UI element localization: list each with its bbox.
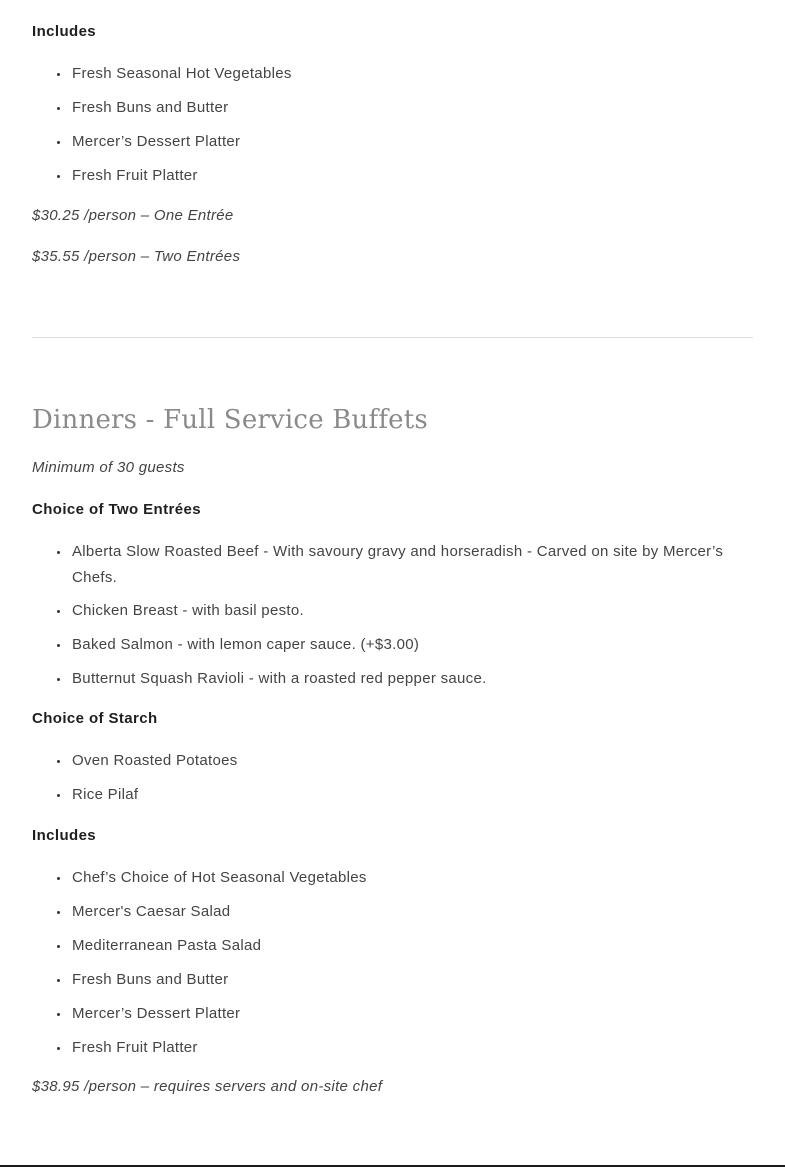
list-item: Rice Pilaf <box>32 782 753 808</box>
list-item: Fresh Fruit Platter <box>32 163 753 189</box>
price-one-entree: $30.25 /person – One Entrée <box>32 207 234 224</box>
starch-heading: Choice of Starch <box>32 710 158 727</box>
list-item: Oven Roasted Potatoes <box>32 748 753 774</box>
includes-heading: Includes <box>32 827 97 844</box>
list-item: Fresh Buns and Butter <box>32 95 753 121</box>
starch-list <box>32 748 753 808</box>
list-item: Fresh Seasonal Hot Vegetables <box>32 61 753 87</box>
includes-heading: Includes <box>32 23 97 40</box>
list-item: Mercer’s Dessert Platter <box>32 1001 753 1027</box>
minimum-guests-note: Minimum of 30 guests <box>32 459 185 476</box>
list-item: Chef’s Choice of Hot Seasonal Vegetables <box>32 865 753 891</box>
lunch-includes-list <box>32 61 753 189</box>
list-item: Mercer's Caesar Salad <box>32 899 753 925</box>
list-item: Baked Salmon - with lemon caper sauce. (+$3.00) <box>32 632 753 658</box>
list-item: Fresh Fruit Platter <box>32 1035 753 1061</box>
list-item: Chicken Breast - with basil pesto. <box>32 598 753 624</box>
entrees-heading: Choice of Two Entrées <box>32 501 201 518</box>
section-divider <box>32 337 753 338</box>
list-item: Mediterranean Pasta Salad <box>32 933 753 959</box>
list-item: Alberta Slow Roasted Beef - With savoury gravy and horseradish - Carved on site by Mercer’s Chefs. <box>32 539 753 591</box>
section-title: Dinners - Full Service Buffets <box>32 405 428 435</box>
list-item: Fresh Buns and Butter <box>32 967 753 993</box>
list-item: Mercer’s Dessert Platter <box>32 129 753 155</box>
list-item: Butternut Squash Ravioli - with a roasted red pepper sauce. <box>32 666 753 692</box>
price-two-entrees: $35.55 /person – Two Entrées <box>32 248 241 265</box>
dinner-includes-list <box>32 865 753 1061</box>
dinner-price: $38.95 /person – requires servers and on-site chef <box>32 1078 383 1095</box>
entrees-list <box>32 539 753 692</box>
